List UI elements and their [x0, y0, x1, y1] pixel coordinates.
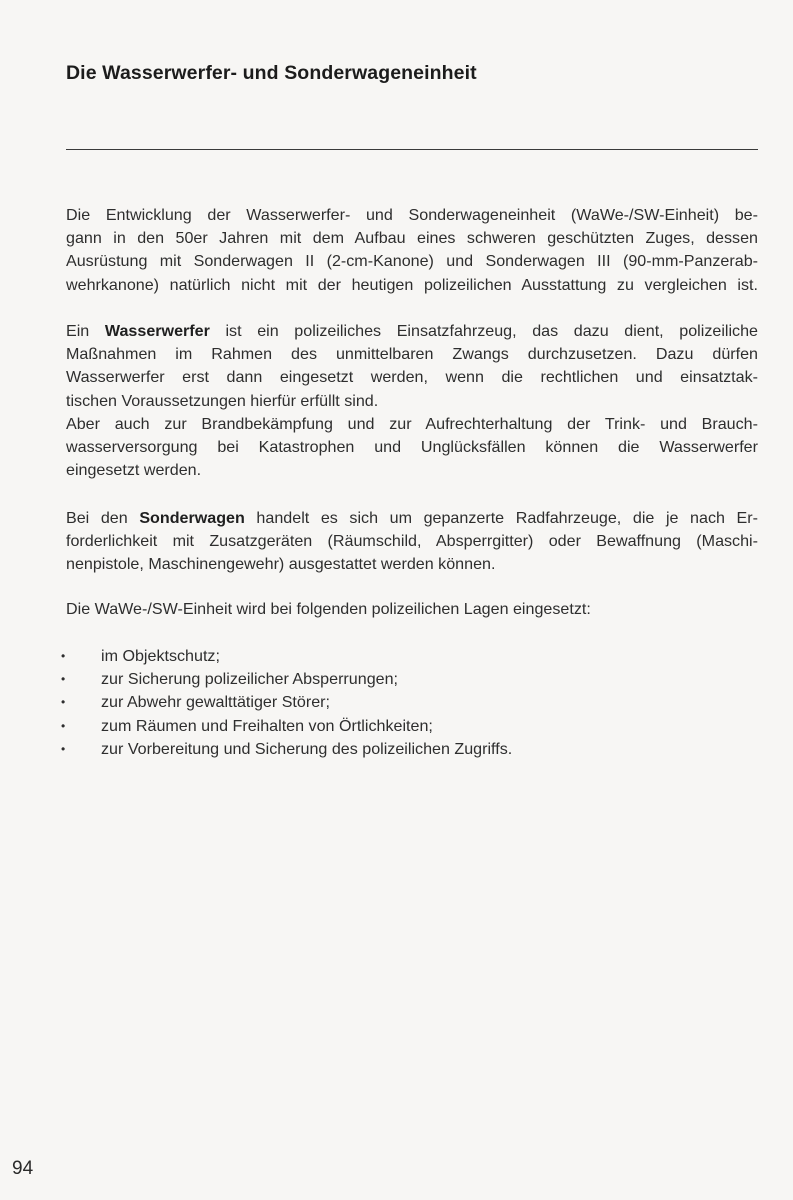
deployment-list [58, 645, 512, 761]
list-item [58, 645, 512, 668]
paragraph-line: forderlichkeit mit Zusatzgeräten (Räumschild, Absperrgitter) oder Bewaffnung (Maschi- [66, 532, 758, 551]
paragraph-line: gann in den 50er Jahren mit dem Aufbau eines schweren geschützten Zuges, dessen [66, 229, 758, 248]
paragraph-line: Die Entwicklung der Wasserwerfer- und Sonderwageneinheit (WaWe-/SW-Einheit) be- [66, 206, 758, 224]
list-item-text: zur Abwehr gewalttätiger Störer; [101, 693, 330, 712]
text-segment: Bei den [66, 509, 140, 527]
bullet-icon: • [61, 672, 66, 687]
page-number: 94 [12, 1158, 34, 1179]
list-item [58, 738, 512, 761]
bullet-icon: • [61, 695, 66, 710]
bullet-icon: • [61, 649, 66, 663]
paragraph-deployment-intro [66, 598, 766, 621]
text-segment: handelt es sich um gepanzerte Radfahrzeuge, die je nach Er- [244, 509, 759, 527]
list-item [58, 691, 512, 714]
paragraph-line: tischen Voraussetzungen hierfür erfüllt sind. [66, 391, 379, 410]
paragraph-line: wasserversorgung bei Katastrophen und Unglücksfällen können die Wasserwerfer [66, 438, 758, 457]
text-segment: ist ein polizeiliches Einsatzfahrzeug, das dazu dient, polizeiliche [209, 322, 758, 340]
paragraph-line: nenpistole, Maschinengewehr) ausgestattet werden können. [66, 555, 496, 574]
paragraph-line: Wasserwerfer erst dann eingesetzt werden, wenn die rechtlichen und einsatztak- [66, 368, 758, 387]
term-wasserwerfer: Wasserwerfer [104, 322, 210, 340]
paragraph-line: wehrkanone) natürlich nicht mit der heutigen polizeilichen Ausstattung zu vergleichen ist. [66, 275, 758, 294]
list-item [58, 668, 512, 691]
page-title: Die Wasserwerfer- und Sonderwageneinheit [66, 62, 477, 84]
text-segment: Ein [66, 322, 105, 340]
term-sonderwagen: Sonderwagen [139, 509, 245, 527]
list-item-text: zum Räumen und Freihalten von Örtlichkeiten; [101, 716, 433, 735]
list-item-text: im Objektschutz; [101, 647, 220, 665]
list-item [58, 715, 512, 738]
paragraph-line: Ausrüstung mit Sonderwagen II (2-cm-Kanone) und Sonderwagen III (90-mm-Panzerab- [66, 252, 758, 271]
title-divider [66, 149, 758, 150]
paragraph-sonderwagen [66, 507, 758, 577]
paragraph-history [66, 204, 758, 297]
list-item-text: zur Vorbereitung und Sicherung des polizeilichen Zugriffs. [101, 739, 513, 758]
bullet-icon: • [61, 718, 66, 733]
paragraph-wasserwerfer [66, 320, 758, 482]
bullet-icon: • [61, 741, 66, 756]
paragraph-line [66, 320, 758, 343]
list-item-text: zur Sicherung polizeilicher Absperrungen; [101, 670, 399, 689]
paragraph-line: Aber auch zur Brandbekämpfung und zur Aufrechterhaltung der Trink- und Brauch- [66, 414, 758, 433]
paragraph-line: Die WaWe-/SW-Einheit wird bei folgenden polizeilichen Lagen eingesetzt: [66, 600, 591, 618]
paragraph-line: eingesetzt werden. [66, 461, 202, 480]
paragraph-line [66, 507, 758, 530]
paragraph-line: Maßnahmen im Rahmen des unmittelbaren Zwangs durchzusetzen. Dazu dürfen [66, 345, 758, 364]
